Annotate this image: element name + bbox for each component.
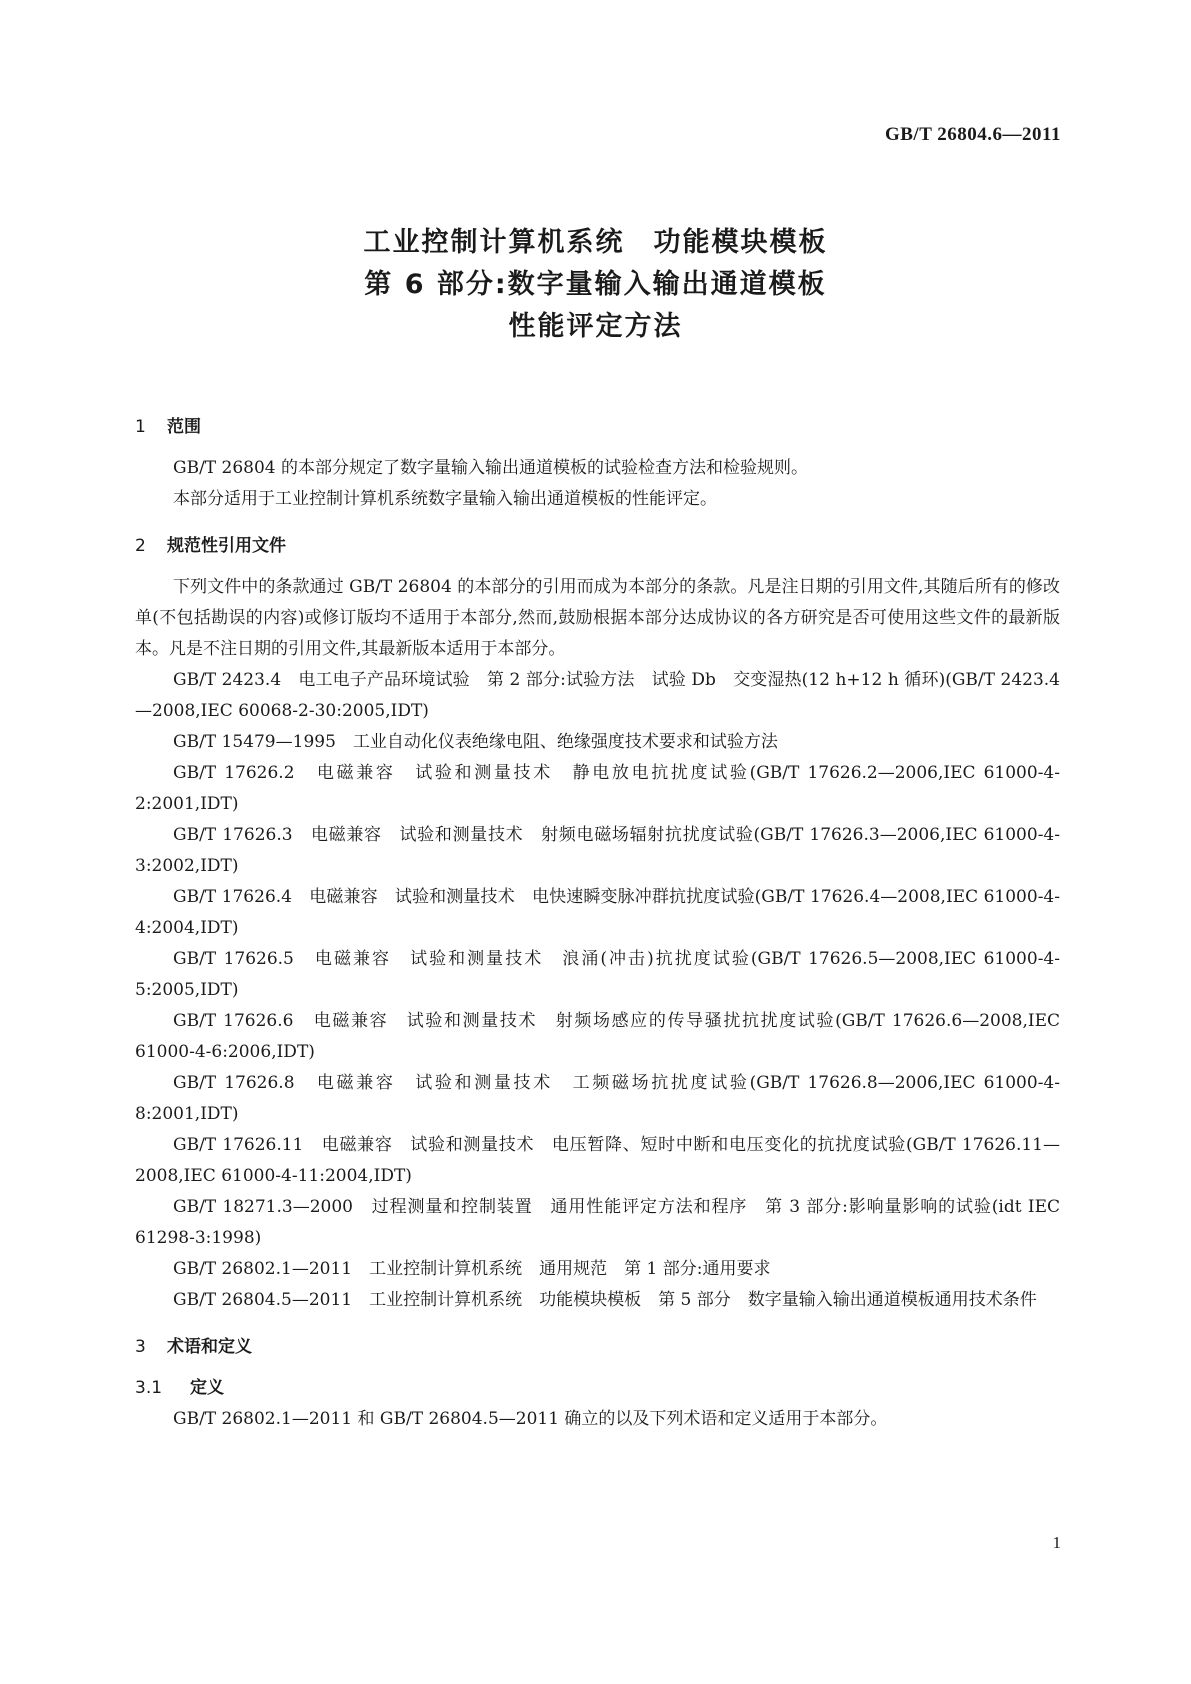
reference-item: GB/T 18271.3—2000 过程测量和控制装置 通用性能评定方法和程序 第 3 部分:影响量影响的试验(idt IEC 61298-3:1998) [135,1197,1060,1248]
title-line-2: 第 6 部分:数字量输入输出通道模板 [364,269,827,300]
subsection-title: 定义 [190,1378,224,1398]
reference-item: GB/T 17626.3 电磁兼容 试验和测量技术 射频电磁场辐射抗扰度试验(GB/T 17626.3—2006,IEC 61000-4-3:2002,IDT) [135,825,1060,876]
section-number: 1 [135,417,146,437]
reference-item: GB/T 26804.5—2011 工业控制计算机系统 功能模块模板 第 5 部分 数字量输入输出通道模板通用技术条件 [173,1290,1037,1310]
section-title: 术语和定义 [167,1337,252,1357]
reference-item: GB/T 17626.11 电磁兼容 试验和测量技术 电压暂降、短时中断和电压变化的抗扰度试验(GB/T 17626.11—2008,IEC 61000-4-11:2004,IDT) [135,1135,1060,1186]
section-heading-scope [135,412,1060,443]
title-line-1: 工业控制计算机系统 功能模块模板 [363,227,828,258]
section-heading-terms [135,1332,1060,1363]
reference-item: GB/T 2423.4 电工电子产品环境试验 第 2 部分:试验方法 试验 Db 交变湿热(12 h+12 h 循环)(GB/T 2423.4—2008,IEC 60068-2-30:2005,IDT) [135,670,1060,721]
reference-item: GB/T 17626.6 电磁兼容 试验和测量技术 射频场感应的传导骚扰抗扰度试验(GB/T 17626.6—2008,IEC 61000-4-6:2006,IDT) [135,1011,1060,1062]
section-title: 规范性引用文件 [167,536,286,556]
definitions-paragraph: GB/T 26802.1—2011 和 GB/T 26804.5—2011 确立的以及下列术语和定义适用于本部分。 [173,1409,888,1429]
reference-item: GB/T 26802.1—2011 工业控制计算机系统 通用规范 第 1 部分:通用要求 [173,1259,771,1279]
section-number: 3 [135,1337,146,1357]
document-title [0,222,1191,348]
subsection-number: 3.1 [135,1378,163,1398]
page-number: 1 [1052,1533,1061,1552]
reference-item: GB/T 17626.8 电磁兼容 试验和测量技术 工频磁场抗扰度试验(GB/T 17626.8—2006,IEC 61000-4-8:2001,IDT) [135,1073,1060,1124]
reference-item: GB/T 17626.5 电磁兼容 试验和测量技术 浪涌(冲击)抗扰度试验(GB/T 17626.5—2008,IEC 61000-4-5:2005,IDT) [135,949,1060,1000]
reference-item: GB/T 15479—1995 工业自动化仪表绝缘电阻、绝缘强度技术要求和试验方法 [173,732,778,752]
reference-item: GB/T 17626.4 电磁兼容 试验和测量技术 电快速瞬变脉冲群抗扰度试验(GB/T 17626.4—2008,IEC 61000-4-4:2004,IDT) [135,887,1060,938]
scope-paragraph: GB/T 26804 的本部分规定了数字量输入输出通道模板的试验检查方法和检验规则。 [173,458,809,478]
section-title: 范围 [167,417,201,437]
reference-item: GB/T 17626.2 电磁兼容 试验和测量技术 静电放电抗扰度试验(GB/T 17626.2—2006,IEC 61000-4-2:2001,IDT) [135,763,1060,814]
subsection-heading-definitions [135,1373,1060,1404]
section-heading-normative-references [135,531,1060,562]
scope-paragraph: 本部分适用于工业控制计算机系统数字量输入输出通道模板的性能评定。 [173,489,717,509]
section-number: 2 [135,536,146,556]
title-line-3: 性能评定方法 [508,311,683,342]
standard-number: GB/T 26804.6—2011 [884,124,1061,145]
document-body [135,412,1060,1435]
references-intro: 下列文件中的条款通过 GB/T 26804 的本部分的引用而成为本部分的条款。凡是注日期的引用文件,其随后所有的修改单(不包括勘误的内容)或修订版均不适用于本部分,然而,鼓励根据本部分达成协议的各方研究是否可使用这些文件的最新版本。凡是不注日期的引用文件,其最新版本适用于本部分。 [135,577,1060,659]
